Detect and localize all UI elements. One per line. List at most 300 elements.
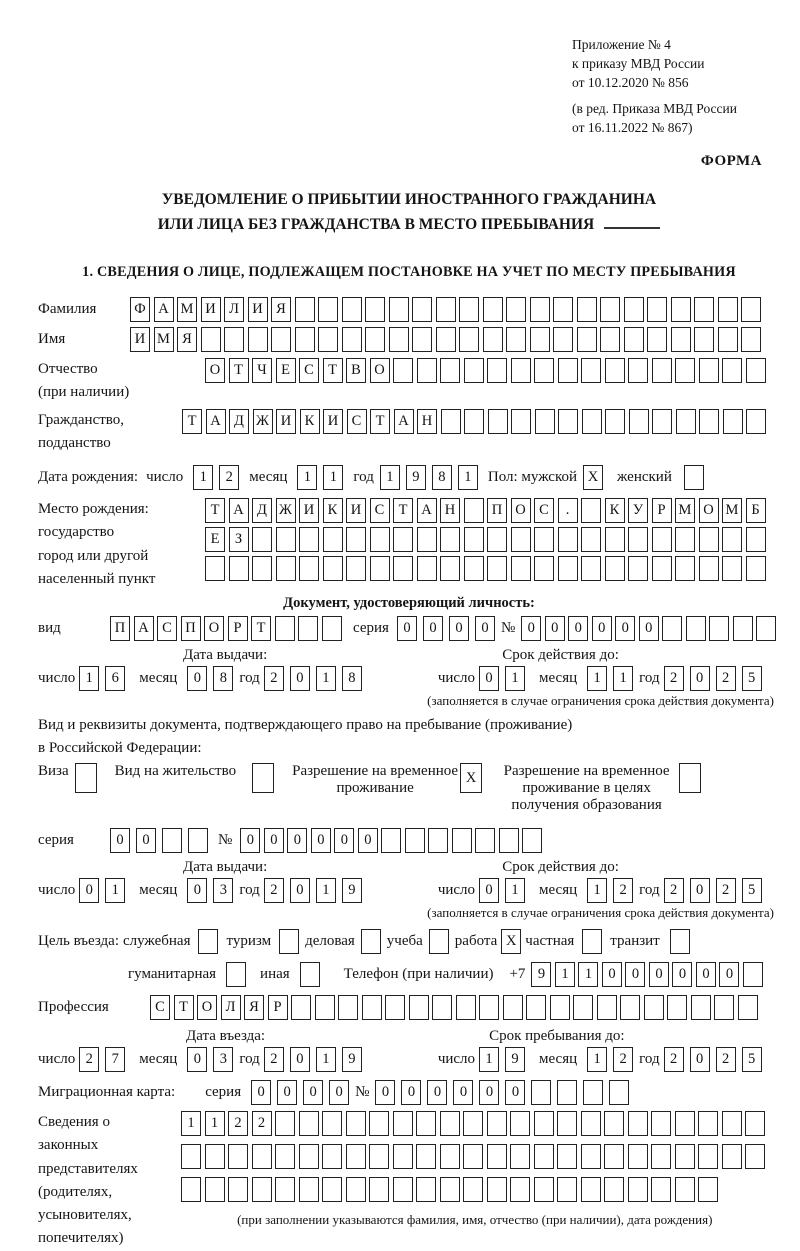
char-box[interactable]	[675, 1111, 695, 1136]
char-box[interactable]: 0	[427, 1080, 447, 1105]
char-box[interactable]	[526, 995, 546, 1020]
char-box[interactable]: О	[699, 498, 719, 523]
char-box[interactable]	[346, 1111, 366, 1136]
char-box[interactable]	[201, 327, 221, 352]
char-box[interactable]: 1	[105, 878, 125, 903]
char-box[interactable]	[369, 1111, 389, 1136]
char-box[interactable]	[362, 995, 382, 1020]
char-box[interactable]: 0	[334, 828, 354, 853]
purpose-transit-checkbox[interactable]	[670, 929, 690, 954]
purpose-work-checkbox[interactable]: X	[501, 929, 521, 954]
char-box[interactable]	[459, 297, 479, 322]
char-box[interactable]	[440, 1111, 460, 1136]
char-box[interactable]	[248, 327, 268, 352]
char-box[interactable]: Ч	[252, 358, 272, 383]
char-box[interactable]: 0	[690, 878, 710, 903]
char-box[interactable]: Т	[370, 409, 390, 434]
char-box[interactable]: К	[323, 498, 343, 523]
char-box[interactable]	[686, 616, 706, 641]
char-box[interactable]: 5	[742, 666, 762, 691]
char-box[interactable]	[162, 828, 182, 853]
char-box[interactable]: 0	[187, 878, 207, 903]
char-box[interactable]	[299, 527, 319, 552]
char-box[interactable]: 9	[342, 878, 362, 903]
char-box[interactable]: М	[722, 498, 742, 523]
char-box[interactable]: Б	[746, 498, 766, 523]
char-box[interactable]	[271, 327, 291, 352]
char-box[interactable]	[675, 527, 695, 552]
char-box[interactable]: Я	[244, 995, 264, 1020]
char-box[interactable]	[534, 1111, 554, 1136]
char-box[interactable]	[698, 1177, 718, 1202]
char-box[interactable]	[628, 1177, 648, 1202]
char-box[interactable]	[275, 1111, 295, 1136]
char-box[interactable]	[346, 1144, 366, 1169]
char-box[interactable]	[628, 527, 648, 552]
temp-residence-education-checkbox[interactable]	[679, 763, 701, 793]
char-box[interactable]: 0	[375, 1080, 395, 1105]
visa-checkbox[interactable]	[75, 763, 97, 793]
char-box[interactable]	[581, 1144, 601, 1169]
char-box[interactable]	[315, 995, 335, 1020]
char-box[interactable]: 3	[213, 878, 233, 903]
char-box[interactable]: 0	[672, 962, 692, 987]
char-box[interactable]: О	[511, 498, 531, 523]
char-box[interactable]	[369, 1177, 389, 1202]
char-box[interactable]: Р	[268, 995, 288, 1020]
char-box[interactable]: 0	[397, 616, 417, 641]
char-box[interactable]: В	[346, 358, 366, 383]
char-box[interactable]	[644, 995, 664, 1020]
char-box[interactable]: 0	[625, 962, 645, 987]
char-box[interactable]	[412, 327, 432, 352]
char-box[interactable]: 5	[742, 878, 762, 903]
char-box[interactable]: И	[346, 498, 366, 523]
char-box[interactable]	[722, 556, 742, 581]
char-box[interactable]	[722, 1144, 742, 1169]
char-box[interactable]	[318, 327, 338, 352]
char-box[interactable]: 1	[316, 1047, 336, 1072]
char-box[interactable]: Т	[251, 616, 271, 641]
char-box[interactable]	[530, 327, 550, 352]
char-box[interactable]	[600, 297, 620, 322]
char-box[interactable]	[416, 1144, 436, 1169]
char-box[interactable]: 2	[664, 1047, 684, 1072]
char-box[interactable]	[252, 556, 272, 581]
char-box[interactable]: 1	[587, 1047, 607, 1072]
char-box[interactable]: И	[299, 498, 319, 523]
char-box[interactable]: 0	[449, 616, 469, 641]
char-box[interactable]: 7	[105, 1047, 125, 1072]
char-box[interactable]: 1	[181, 1111, 201, 1136]
char-box[interactable]: 2	[716, 1047, 736, 1072]
char-box[interactable]	[318, 297, 338, 322]
char-box[interactable]: О	[370, 358, 390, 383]
char-box[interactable]: 0	[287, 828, 307, 853]
char-box[interactable]	[224, 327, 244, 352]
char-box[interactable]	[510, 1111, 530, 1136]
char-box[interactable]: Я	[177, 327, 197, 352]
char-box[interactable]	[675, 1177, 695, 1202]
char-box[interactable]: Ф	[130, 297, 150, 322]
temp-residence-permit-checkbox[interactable]: X	[460, 763, 482, 793]
char-box[interactable]	[624, 327, 644, 352]
char-box[interactable]: Т	[393, 498, 413, 523]
char-box[interactable]	[511, 409, 531, 434]
char-box[interactable]	[295, 327, 315, 352]
char-box[interactable]: 0	[187, 1047, 207, 1072]
char-box[interactable]: 0	[639, 616, 659, 641]
char-box[interactable]	[487, 556, 507, 581]
char-box[interactable]: Л	[221, 995, 241, 1020]
char-box[interactable]: 9	[531, 962, 551, 987]
char-box[interactable]: 0	[401, 1080, 421, 1105]
char-box[interactable]	[581, 1177, 601, 1202]
char-box[interactable]	[577, 297, 597, 322]
char-box[interactable]: 0	[719, 962, 739, 987]
char-box[interactable]	[440, 1144, 460, 1169]
char-box[interactable]	[506, 297, 526, 322]
char-box[interactable]: 9	[505, 1047, 525, 1072]
char-box[interactable]: Т	[229, 358, 249, 383]
char-box[interactable]: М	[177, 297, 197, 322]
char-box[interactable]: 0	[290, 878, 310, 903]
purpose-other-checkbox[interactable]	[300, 962, 320, 987]
purpose-private-checkbox[interactable]	[582, 929, 602, 954]
char-box[interactable]	[181, 1144, 201, 1169]
char-box[interactable]	[299, 1111, 319, 1136]
char-box[interactable]	[558, 358, 578, 383]
char-box[interactable]: 0	[479, 666, 499, 691]
char-box[interactable]	[365, 297, 385, 322]
char-box[interactable]	[483, 297, 503, 322]
char-box[interactable]	[252, 1177, 272, 1202]
char-box[interactable]	[365, 327, 385, 352]
char-box[interactable]	[741, 297, 761, 322]
char-box[interactable]	[604, 1144, 624, 1169]
char-box[interactable]: 8	[213, 666, 233, 691]
char-box[interactable]	[369, 1144, 389, 1169]
char-box[interactable]	[558, 409, 578, 434]
char-box[interactable]: 0	[290, 1047, 310, 1072]
char-box[interactable]: С	[347, 409, 367, 434]
char-box[interactable]: 0	[690, 1047, 710, 1072]
char-box[interactable]	[557, 1080, 577, 1105]
char-box[interactable]	[557, 1111, 577, 1136]
char-box[interactable]	[671, 327, 691, 352]
char-box[interactable]	[628, 556, 648, 581]
char-box[interactable]: 0	[264, 828, 284, 853]
purpose-tourism-checkbox[interactable]	[279, 929, 299, 954]
char-box[interactable]: 2	[664, 666, 684, 691]
char-box[interactable]	[487, 1144, 507, 1169]
char-box[interactable]: С	[534, 498, 554, 523]
char-box[interactable]	[499, 828, 519, 853]
char-box[interactable]	[733, 616, 753, 641]
char-box[interactable]: 1	[297, 465, 317, 490]
char-box[interactable]	[652, 556, 672, 581]
char-box[interactable]: 0	[505, 1080, 525, 1105]
char-box[interactable]	[464, 409, 484, 434]
char-box[interactable]	[756, 616, 776, 641]
char-box[interactable]: 1	[79, 666, 99, 691]
char-box[interactable]: 0	[568, 616, 588, 641]
char-box[interactable]	[651, 1144, 671, 1169]
char-box[interactable]	[746, 409, 766, 434]
char-box[interactable]: П	[110, 616, 130, 641]
purpose-humanitarian-checkbox[interactable]	[226, 962, 246, 987]
char-box[interactable]	[534, 527, 554, 552]
char-box[interactable]: Р	[652, 498, 672, 523]
char-box[interactable]	[553, 297, 573, 322]
char-box[interactable]: 1	[316, 878, 336, 903]
char-box[interactable]	[605, 556, 625, 581]
char-box[interactable]	[628, 358, 648, 383]
char-box[interactable]: А	[394, 409, 414, 434]
char-box[interactable]: З	[229, 527, 249, 552]
char-box[interactable]	[581, 527, 601, 552]
char-box[interactable]	[573, 995, 593, 1020]
char-box[interactable]: 2	[664, 878, 684, 903]
char-box[interactable]	[746, 527, 766, 552]
char-box[interactable]	[487, 1177, 507, 1202]
char-box[interactable]	[699, 556, 719, 581]
char-box[interactable]	[205, 1144, 225, 1169]
char-box[interactable]	[624, 297, 644, 322]
char-box[interactable]: А	[229, 498, 249, 523]
char-box[interactable]: 0	[602, 962, 622, 987]
char-box[interactable]: 9	[342, 1047, 362, 1072]
char-box[interactable]	[441, 409, 461, 434]
char-box[interactable]: 0	[79, 878, 99, 903]
char-box[interactable]	[510, 1144, 530, 1169]
char-box[interactable]: 1	[505, 666, 525, 691]
char-box[interactable]	[722, 527, 742, 552]
char-box[interactable]	[389, 297, 409, 322]
char-box[interactable]	[604, 1177, 624, 1202]
char-box[interactable]	[463, 1111, 483, 1136]
char-box[interactable]	[338, 995, 358, 1020]
char-box[interactable]	[583, 1080, 603, 1105]
char-box[interactable]	[464, 527, 484, 552]
char-box[interactable]	[487, 358, 507, 383]
char-box[interactable]: Т	[174, 995, 194, 1020]
char-box[interactable]	[581, 556, 601, 581]
char-box[interactable]	[652, 358, 672, 383]
purpose-business-trip-checkbox[interactable]	[198, 929, 218, 954]
char-box[interactable]: О	[205, 358, 225, 383]
char-box[interactable]	[698, 1144, 718, 1169]
char-box[interactable]	[488, 409, 508, 434]
char-box[interactable]: А	[154, 297, 174, 322]
char-box[interactable]	[675, 1144, 695, 1169]
char-box[interactable]	[647, 297, 667, 322]
char-box[interactable]	[534, 556, 554, 581]
char-box[interactable]	[181, 1177, 201, 1202]
char-box[interactable]: С	[157, 616, 177, 641]
char-box[interactable]	[597, 995, 617, 1020]
char-box[interactable]	[553, 327, 573, 352]
char-box[interactable]: 0	[358, 828, 378, 853]
char-box[interactable]	[581, 498, 601, 523]
char-box[interactable]	[651, 1177, 671, 1202]
char-box[interactable]: 2	[716, 878, 736, 903]
char-box[interactable]: И	[276, 409, 296, 434]
char-box[interactable]: 0	[187, 666, 207, 691]
char-box[interactable]: Е	[205, 527, 225, 552]
char-box[interactable]: 8	[342, 666, 362, 691]
char-box[interactable]: 0	[136, 828, 156, 853]
char-box[interactable]	[440, 1177, 460, 1202]
char-box[interactable]: С	[370, 498, 390, 523]
char-box[interactable]	[582, 409, 602, 434]
char-box[interactable]: Ж	[253, 409, 273, 434]
char-box[interactable]	[675, 556, 695, 581]
char-box[interactable]: О	[204, 616, 224, 641]
char-box[interactable]: 1	[578, 962, 598, 987]
char-box[interactable]: 0	[311, 828, 331, 853]
char-box[interactable]: 0	[290, 666, 310, 691]
char-box[interactable]: 0	[649, 962, 669, 987]
char-box[interactable]	[647, 327, 667, 352]
char-box[interactable]: И	[201, 297, 221, 322]
char-box[interactable]: О	[197, 995, 217, 1020]
char-box[interactable]: 1	[458, 465, 478, 490]
char-box[interactable]: 0	[110, 828, 130, 853]
char-box[interactable]	[530, 297, 550, 322]
char-box[interactable]	[628, 1144, 648, 1169]
char-box[interactable]	[416, 1177, 436, 1202]
char-box[interactable]	[691, 995, 711, 1020]
char-box[interactable]	[385, 995, 405, 1020]
char-box[interactable]: 0	[475, 616, 495, 641]
char-box[interactable]: Т	[205, 498, 225, 523]
char-box[interactable]	[228, 1144, 248, 1169]
char-box[interactable]: 1	[613, 666, 633, 691]
char-box[interactable]: 1	[380, 465, 400, 490]
purpose-business-checkbox[interactable]	[361, 929, 381, 954]
char-box[interactable]: 1	[323, 465, 343, 490]
char-box[interactable]	[464, 498, 484, 523]
char-box[interactable]	[667, 995, 687, 1020]
char-box[interactable]: 1	[205, 1111, 225, 1136]
char-box[interactable]: 2	[219, 465, 239, 490]
char-box[interactable]	[694, 297, 714, 322]
char-box[interactable]: 1	[587, 666, 607, 691]
char-box[interactable]	[479, 995, 499, 1020]
char-box[interactable]: 0	[545, 616, 565, 641]
char-box[interactable]: П	[181, 616, 201, 641]
char-box[interactable]	[605, 527, 625, 552]
char-box[interactable]: 0	[592, 616, 612, 641]
char-box[interactable]	[604, 1111, 624, 1136]
char-box[interactable]: 0	[521, 616, 541, 641]
char-box[interactable]	[511, 358, 531, 383]
char-box[interactable]: 2	[264, 1047, 284, 1072]
char-box[interactable]	[746, 556, 766, 581]
char-box[interactable]	[381, 828, 401, 853]
char-box[interactable]: .	[558, 498, 578, 523]
char-box[interactable]	[459, 327, 479, 352]
char-box[interactable]: Е	[276, 358, 296, 383]
char-box[interactable]	[534, 1144, 554, 1169]
char-box[interactable]	[605, 409, 625, 434]
char-box[interactable]	[522, 828, 542, 853]
char-box[interactable]	[417, 556, 437, 581]
char-box[interactable]	[463, 1177, 483, 1202]
char-box[interactable]: Я	[271, 297, 291, 322]
char-box[interactable]	[346, 527, 366, 552]
char-box[interactable]	[405, 828, 425, 853]
char-box[interactable]	[557, 1177, 577, 1202]
char-box[interactable]	[370, 527, 390, 552]
char-box[interactable]: 0	[615, 616, 635, 641]
char-box[interactable]: 0	[453, 1080, 473, 1105]
char-box[interactable]	[276, 527, 296, 552]
char-box[interactable]	[393, 1111, 413, 1136]
char-box[interactable]: 2	[79, 1047, 99, 1072]
char-box[interactable]	[275, 1177, 295, 1202]
char-box[interactable]	[409, 995, 429, 1020]
char-box[interactable]	[228, 1177, 248, 1202]
char-box[interactable]	[393, 1144, 413, 1169]
char-box[interactable]	[738, 995, 758, 1020]
char-box[interactable]	[299, 556, 319, 581]
char-box[interactable]	[487, 1111, 507, 1136]
sex-female-checkbox[interactable]	[684, 465, 704, 490]
char-box[interactable]	[743, 962, 763, 987]
char-box[interactable]: Т	[323, 358, 343, 383]
char-box[interactable]	[709, 616, 729, 641]
char-box[interactable]: 2	[613, 878, 633, 903]
char-box[interactable]	[662, 616, 682, 641]
char-box[interactable]	[628, 1111, 648, 1136]
char-box[interactable]: А	[134, 616, 154, 641]
char-box[interactable]	[652, 409, 672, 434]
char-box[interactable]	[417, 527, 437, 552]
char-box[interactable]	[699, 358, 719, 383]
char-box[interactable]	[483, 327, 503, 352]
char-box[interactable]	[436, 297, 456, 322]
char-box[interactable]	[298, 616, 318, 641]
sex-male-checkbox[interactable]: X	[583, 465, 603, 490]
char-box[interactable]: Ж	[276, 498, 296, 523]
char-box[interactable]	[295, 297, 315, 322]
char-box[interactable]	[531, 1080, 551, 1105]
char-box[interactable]: 0	[479, 1080, 499, 1105]
char-box[interactable]: 2	[264, 878, 284, 903]
char-box[interactable]	[291, 995, 311, 1020]
char-box[interactable]: 1	[555, 962, 575, 987]
char-box[interactable]	[698, 1111, 718, 1136]
char-box[interactable]	[412, 297, 432, 322]
char-box[interactable]	[436, 327, 456, 352]
char-box[interactable]: Л	[224, 297, 244, 322]
char-box[interactable]	[229, 556, 249, 581]
char-box[interactable]	[417, 358, 437, 383]
char-box[interactable]	[393, 358, 413, 383]
char-box[interactable]	[511, 556, 531, 581]
char-box[interactable]	[393, 1177, 413, 1202]
char-box[interactable]: 2	[252, 1111, 272, 1136]
char-box[interactable]	[323, 556, 343, 581]
char-box[interactable]: П	[487, 498, 507, 523]
char-box[interactable]: Н	[440, 498, 460, 523]
char-box[interactable]: 2	[716, 666, 736, 691]
char-box[interactable]	[581, 1111, 601, 1136]
char-box[interactable]	[676, 409, 696, 434]
purpose-study-checkbox[interactable]	[429, 929, 449, 954]
